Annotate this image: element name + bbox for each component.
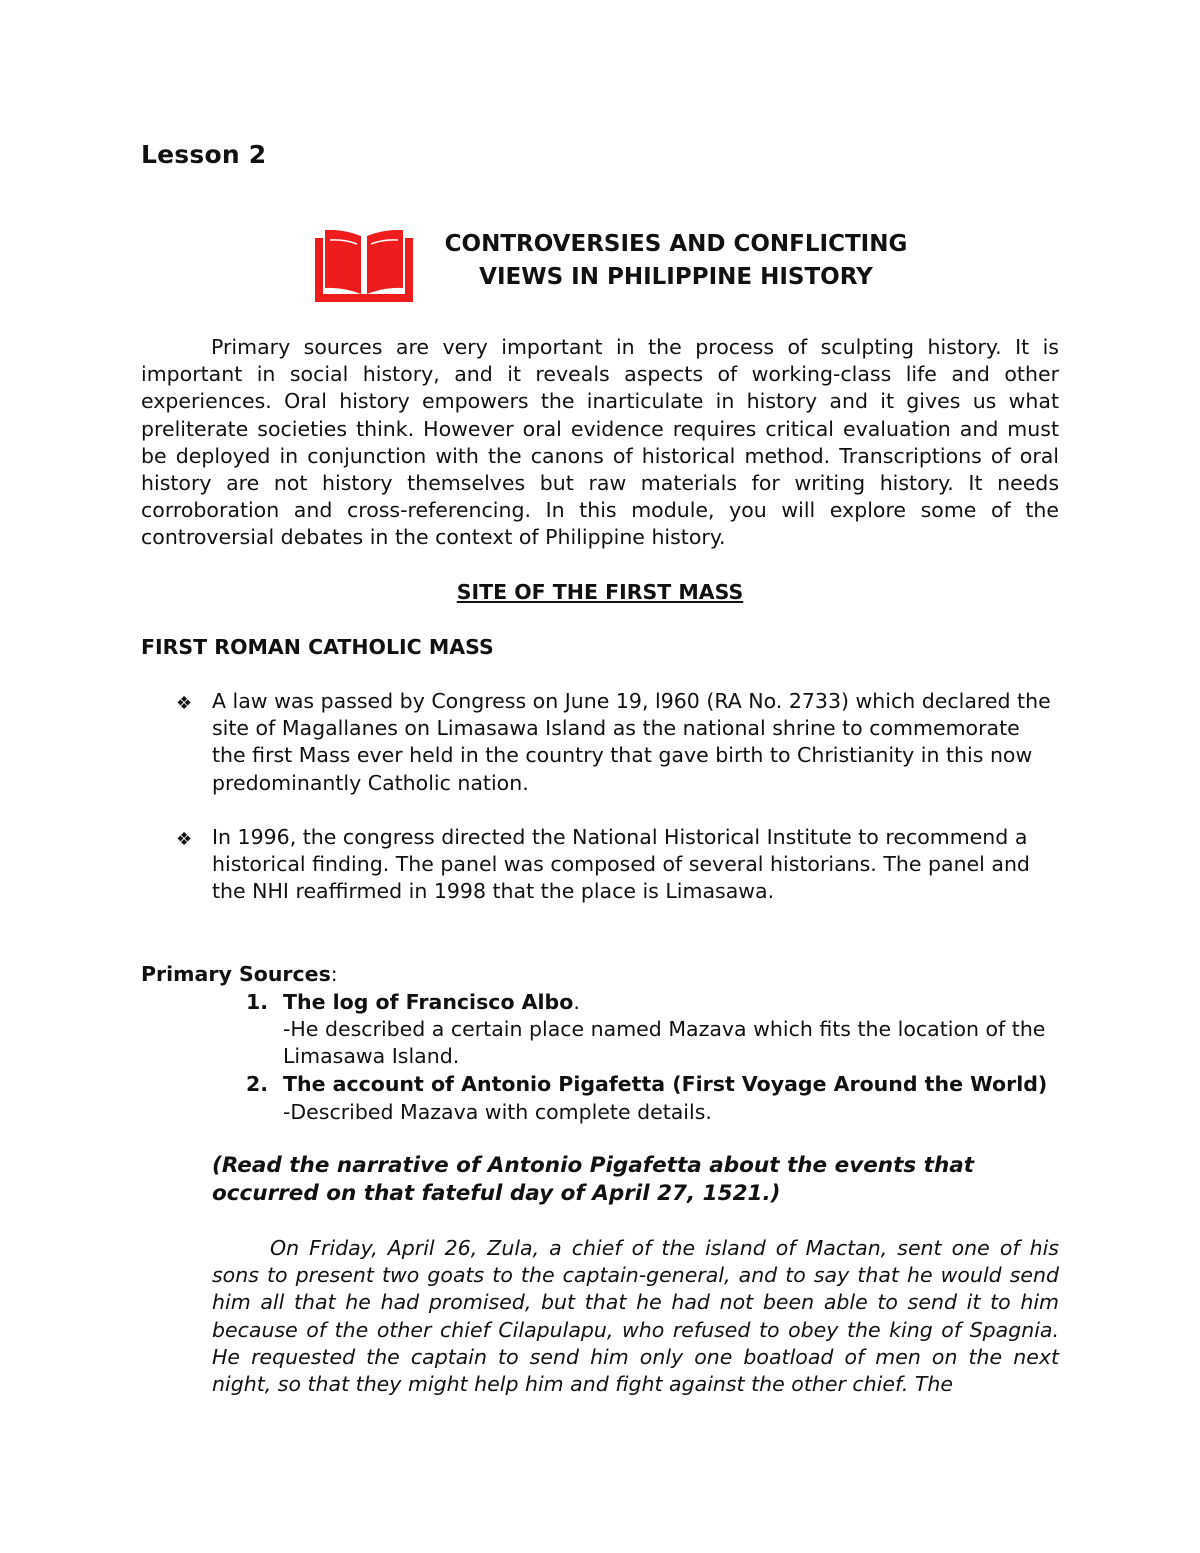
lesson-label: Lesson 2 (141, 140, 267, 169)
sub-heading: FIRST ROMAN CATHOLIC MASS (141, 635, 494, 659)
source-title-period: . (573, 990, 580, 1014)
bullet-item: A law was passed by Congress on June 19, l960 (RA No. 2733) which declared the site of Magallanes on Limasawa Island as the national shrine to commemorate the first Mass ever held in the country that gave birth to Christianity in this now predominantly Catholic nation. (212, 689, 1051, 795)
primary-sources-heading (141, 962, 338, 986)
source-number: 2. (246, 1072, 269, 1096)
lesson-title-line-2: VIEWS IN PHILIPPINE HISTORY (479, 264, 873, 290)
pigafetta-narrative: On Friday, April 26, Zula, a chief of the island of Mactan, sent one of his sons to present two goats to the captain-general, and to say that he would send him all that he had promised, but that he had not been able to send it to him because of the other chief Cilapulapu, who refused to obey the king of Spagnia. He requested the captain to send him only one boatload of men on the next night, so that they might help him and fight against the other chief. The (212, 1236, 1059, 1397)
primary-sources-heading-colon: : (330, 962, 338, 986)
source-number: 1. (246, 990, 269, 1014)
source-title (283, 990, 580, 1014)
bullet-diamond-icon: ❖ (176, 693, 193, 714)
open-book-icon (313, 230, 415, 302)
bullet-diamond-icon: ❖ (176, 829, 193, 850)
bullet-item: In 1996, the congress directed the National Historical Institute to recommend a historical finding. The panel was composed of several historians. The panel and the NHI reaffirmed in 1998 that the place is Limasawa. (212, 825, 1030, 904)
section-heading: SITE OF THE FIRST MASS (456, 580, 744, 604)
primary-sources-heading-text: Primary Sources (141, 962, 331, 986)
source-description: -Described Mazava with complete details. (283, 1100, 712, 1124)
reading-instruction: (Read the narrative of Antonio Pigafetta about the events that occurred on that fateful day of April 27, 1521.) (212, 1153, 975, 1206)
source-title: The account of Antonio Pigafetta (First Voyage Around the World) (283, 1072, 1048, 1096)
lesson-title-line-1: CONTROVERSIES AND CONFLICTING (444, 231, 908, 257)
lesson-title (420, 228, 932, 294)
source-description: -He described a certain place named Mazava which fits the location of the Limasawa Island. (283, 1017, 1046, 1069)
intro-paragraph: Primary sources are very important in the process of sculpting history. It is important in social history, and it reveals aspects of working-class life and other experiences. Oral history empowers the inarticulate in history and it gives us what preliterate societies think. However oral evidence requires critical evaluation and must be deployed in conjunction with the canons of historical method. Transcriptions of oral history are not history themselves but raw materials for writing history. It needs corroboration and cross-referencing. In this module, you will explore some of the controversial debates in the context of Philippine history. (141, 335, 1059, 550)
source-title-text: The log of Francisco Albo (283, 990, 574, 1014)
